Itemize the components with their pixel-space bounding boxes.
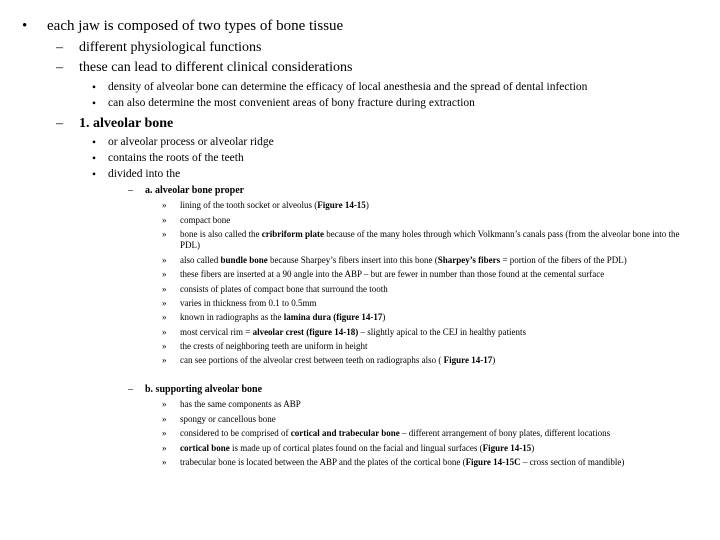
chevron-marker: » xyxy=(162,443,167,453)
chevron-marker: » xyxy=(162,215,167,225)
item-alveolar-process: or alveolar process or alveolar ridge xyxy=(108,136,274,148)
abp-item-compact-bone: compact bone xyxy=(180,215,231,225)
item-physiological-functions: different physiological functions xyxy=(79,40,262,55)
chevron-marker: » xyxy=(162,414,167,424)
sab-item-spongy: spongy or cancellous bone xyxy=(180,414,276,424)
chevron-marker: » xyxy=(162,284,167,294)
dash-marker: – xyxy=(128,384,133,395)
bullet-marker: • xyxy=(92,98,97,110)
abp-item-bundle-bone: also called bundle bone because Sharpey’s fibers insert into this bone (Sharpey’s fibers = portion of the fibers of the PDL) xyxy=(180,255,627,265)
abp-item-fiber-angle: these fibers are inserted at a 90 angle into the ABP – but are fewer in number than those found at the cemental surface xyxy=(180,269,605,279)
chevron-marker: » xyxy=(162,399,167,409)
abp-item-thickness: varies in thickness from 0.1 to 0.5mm xyxy=(180,298,317,308)
chevron-marker: » xyxy=(162,312,167,322)
heading-alveolar-bone: 1. alveolar bone xyxy=(79,116,174,131)
chevron-marker: » xyxy=(162,200,167,210)
dash-marker: – xyxy=(56,60,63,75)
chevron-marker: » xyxy=(162,229,167,239)
item-roots: contains the roots of the teeth xyxy=(108,152,244,164)
chevron-marker: » xyxy=(162,298,167,308)
bullet-marker: • xyxy=(92,169,97,181)
abp-item-cribriform-plate: bone is also called the cribriform plate because of the many holes through which Volkmann’s canals pass (from the alveolar bone into the PDL) xyxy=(180,229,680,250)
dash-marker: – xyxy=(56,40,63,55)
chevron-marker: » xyxy=(162,428,167,438)
bullet-marker: • xyxy=(92,137,97,149)
abp-item-plates: consists of plates of compact bone that surround the tooth xyxy=(180,284,388,294)
chevron-marker: » xyxy=(162,355,167,365)
sab-item-cortical-trabecular: considered to be comprised of cortical and trabecular bone – different arrangement of bony plates, different locations xyxy=(180,428,611,438)
item-divided: divided into the xyxy=(108,168,181,180)
bullet-marker: • xyxy=(92,153,97,165)
chevron-marker: » xyxy=(162,457,167,467)
abp-item-lining: lining of the tooth socket or alveolus (Figure 14-15) xyxy=(180,200,369,210)
chevron-marker: » xyxy=(162,341,167,351)
sab-item-cortical-bone: cortical bone is made up of cortical plates found on the facial and lingual surfaces (Figure 14-15) xyxy=(180,443,535,453)
bullet-marker: • xyxy=(92,82,97,94)
heading-jaw-composition: each jaw is composed of two types of bone tissue xyxy=(47,18,344,34)
sab-item-components: has the same components as ABP xyxy=(180,399,301,409)
dash-marker: – xyxy=(56,116,63,131)
item-fracture: can also determine the most convenient areas of bony fracture during extraction xyxy=(108,97,475,109)
sab-item-trabecular-bone: trabecular bone is located between the ABP and the plates of the cortical bone (Figure 14-15C – cross section of mandible) xyxy=(180,457,625,467)
abp-item-lamina-dura: known in radiographs as the lamina dura (figure 14-17) xyxy=(180,312,386,322)
abp-item-crest-height: the crests of neighboring teeth are uniform in height xyxy=(180,341,368,351)
abp-item-alveolar-crest: most cervical rim = alveolar crest (figure 14-18) – slightly apical to the CEJ in healthy patients xyxy=(180,327,527,337)
chevron-marker: » xyxy=(162,255,167,265)
heading-alveolar-bone-proper: a. alveolar bone proper xyxy=(145,185,245,196)
heading-supporting-alveolar-bone: b. supporting alveolar bone xyxy=(145,384,263,395)
item-clinical-considerations: these can lead to different clinical considerations xyxy=(79,60,353,75)
abp-item-radiographs: can see portions of the alveolar crest between teeth on radiographs also ( Figure 14-17) xyxy=(180,355,496,365)
bullet-marker: • xyxy=(22,18,28,34)
item-density: density of alveolar bone can determine the efficacy of local anesthesia and the spread of dental infection xyxy=(108,81,588,93)
chevron-marker: » xyxy=(162,269,167,279)
dash-marker: – xyxy=(128,185,133,196)
chevron-marker: » xyxy=(162,327,167,337)
